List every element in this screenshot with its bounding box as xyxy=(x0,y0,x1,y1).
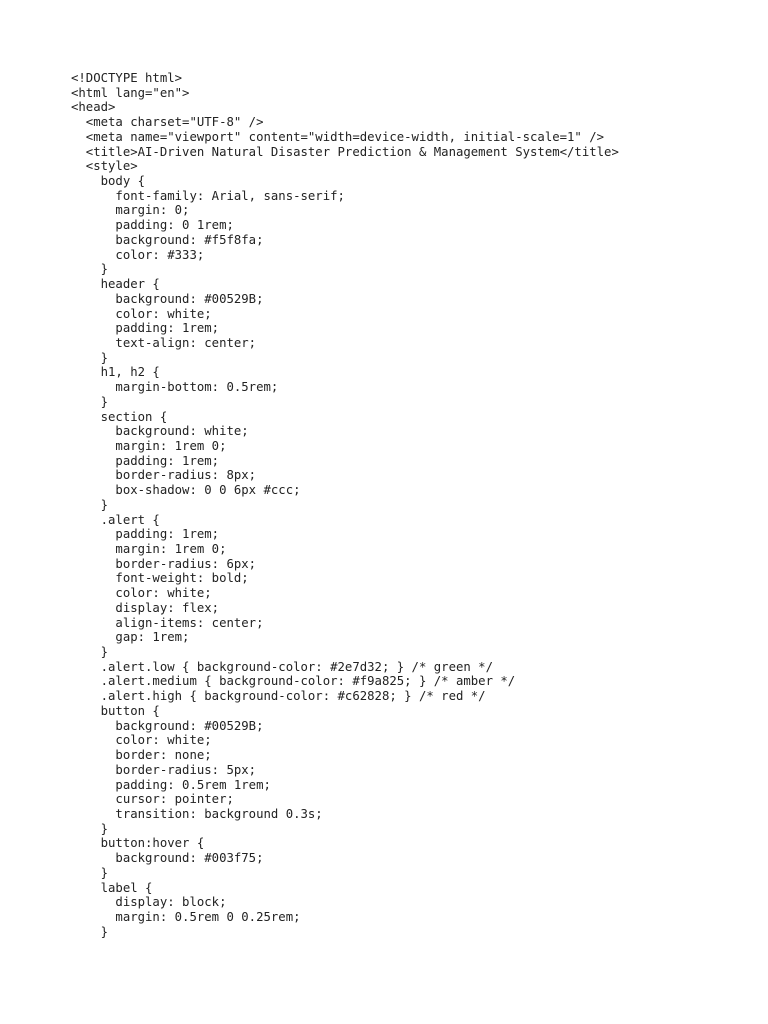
code-line: margin: 0; xyxy=(71,203,190,218)
code-line: display: flex; xyxy=(71,600,220,615)
code-line: margin: 1rem 0; xyxy=(71,438,227,453)
code-line: .alert.low { background-color: #2e7d32; } /* green */ xyxy=(71,659,493,674)
code-line: } xyxy=(71,865,109,880)
code-line: .alert.medium { background-color: #f9a825; } /* amber */ xyxy=(71,674,516,689)
code-line: } xyxy=(71,645,109,660)
code-line: padding: 1rem; xyxy=(71,453,220,468)
code-line: <meta charset="UTF-8" /> xyxy=(71,115,264,130)
code-line: background: #00529B; xyxy=(71,291,264,306)
code-line: } xyxy=(71,821,109,836)
code-line: padding: 1rem; xyxy=(71,527,220,542)
code-line: font-family: Arial, sans-serif; xyxy=(71,188,345,203)
code-line: } xyxy=(71,497,109,512)
code-line: button { xyxy=(71,703,160,718)
code-line: } xyxy=(71,262,109,277)
code-line: color: #333; xyxy=(71,247,205,262)
code-line: color: white; xyxy=(71,733,212,748)
code-listing xyxy=(71,71,619,939)
code-line: background: #003f75; xyxy=(71,851,264,866)
code-line: <head> xyxy=(71,100,116,115)
code-line: border: none; xyxy=(71,748,212,763)
code-line: margin: 1rem 0; xyxy=(71,542,227,556)
code-line: section { xyxy=(71,409,168,424)
code-line: button:hover { xyxy=(71,836,205,851)
code-line: padding: 0 1rem; xyxy=(71,218,234,233)
code-line: .alert { xyxy=(71,512,160,527)
code-line: header { xyxy=(71,277,160,292)
code-line: <meta name="viewport" content="width=device-width, initial-scale=1" /> xyxy=(71,129,605,144)
code-line: h1, h2 { xyxy=(71,365,160,380)
code-line: padding: 0.5rem 1rem; xyxy=(71,777,271,792)
code-line: gap: 1rem; xyxy=(71,630,190,645)
code-line: margin: 0.5rem 0 0.25rem; xyxy=(71,909,301,924)
code-line: } xyxy=(71,394,109,409)
code-line: border-radius: 6px; xyxy=(71,556,257,571)
code-line: body { xyxy=(71,174,146,189)
code-line: cursor: pointer; xyxy=(71,792,234,807)
code-line: } xyxy=(71,350,109,365)
code-line: margin-bottom: 0.5rem; xyxy=(71,380,279,395)
code-line: text-align: center; xyxy=(71,335,257,350)
code-line: font-weight: bold; xyxy=(71,571,249,586)
code-line: <title>AI-Driven Natural Disaster Prediction & Management System</title> xyxy=(71,144,619,159)
code-line: .alert.high { background-color: #c62828; } /* red */ xyxy=(71,689,486,704)
code-line: align-items: center; xyxy=(71,615,264,630)
code-line: display: block; xyxy=(71,895,227,910)
code-line: box-shadow: 0 0 6px #ccc; xyxy=(71,483,301,498)
code-line: color: white; xyxy=(71,586,212,601)
code-line: padding: 1rem; xyxy=(71,321,220,336)
code-line: background: #00529B; xyxy=(71,718,264,733)
code-line: <!DOCTYPE html> xyxy=(71,71,183,85)
code-line: <style> xyxy=(71,159,138,174)
code-line: border-radius: 8px; xyxy=(71,468,257,483)
code-line: } xyxy=(71,924,109,939)
code-line: color: white; xyxy=(71,306,212,321)
code-line: label { xyxy=(71,880,153,895)
code-line: transition: background 0.3s; xyxy=(71,806,323,821)
code-line: background: white; xyxy=(71,424,249,439)
code-line: <html lang="en"> xyxy=(71,85,190,100)
code-line: background: #f5f8fa; xyxy=(71,232,264,247)
code-line: border-radius: 5px; xyxy=(71,762,257,777)
